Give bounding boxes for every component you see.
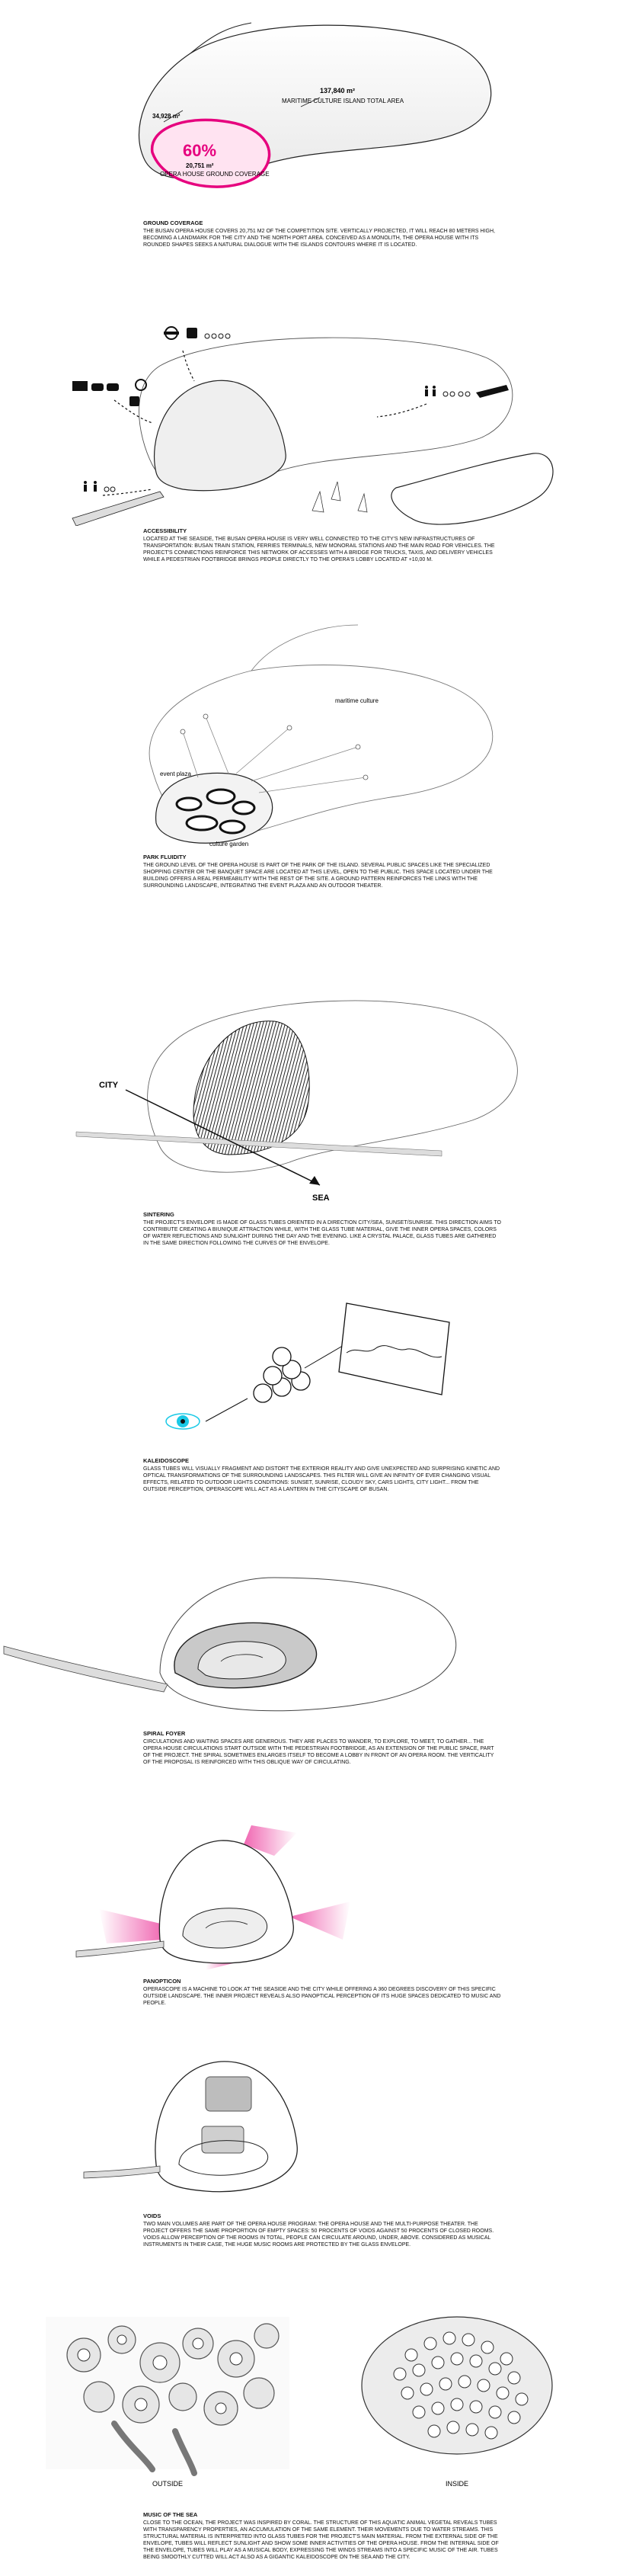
opera-room-volume (206, 2077, 251, 2111)
view-beam (99, 1909, 164, 1943)
label-outside: OUTSIDE (152, 2480, 184, 2488)
percent-value: 60% (183, 141, 217, 160)
caption-text: LOCATED AT THE SEASIDE, THE BUSAN OPERA HOUSE IS VERY WELL CONNECTED TO THE CITY'S NEW INFRASTRUCTURES OF TRANSPORTATION: BUSAN TRAIN STATION, FERRIES TERMINALS, NEW MONORAIL STATIONS AND THE MAIN ROAD FOR VEHICLES. THE PROJECT'S CONNECTIONS REINFORCE THIS NETWORK OF ACCESSES WITH A BRIDGE FOR TRUCKS, TAXIS, AND DELIVERY VEHICLES WHILE A PEDESTRIAN FOOTBRIDGE BRINGS PEOPLE DIRECTLY TO THE OPERA'S LOBBY LOCATED AT +10,00 M. (143, 537, 495, 562)
voids-diagram (0, 2035, 623, 2206)
caption-text: TWO MAIN VOLUMES ARE PART OF THE OPERA HOUSE PROGRAM: THE OPERA HOUSE AND THE MULTI-PURPOSE THEATER. THE PROJECT OFFERS THE SAME PROPORTION OF EMPTY SPACES: 50 PROCENTS OF VOIDS AGAINST 50 PROCENTS OF CLOSED ROOMS. VOIDS ALLOW PERCEPTION OF THE ROOMS IN TOTAL, PEOPLE CAN CIRCULATE AROUND, UNDER, ABOVE. CONSIDERED AS MUSICAL INSTRUMENTS IN THEIR CASE, THE HUGE MUSIC ROOMS ARE PROTECTED BY THE GLASS ENVELOPE. (143, 2222, 494, 2248)
park-fluidity-diagram (0, 594, 623, 850)
bicycle-icon (104, 487, 115, 492)
panel-sintering (0, 956, 623, 1277)
ground-coverage-diagram (0, 0, 623, 229)
kaleidoscope-diagram (0, 1280, 623, 1456)
label-sea: SEA (312, 1193, 330, 1200)
pier-outline (391, 453, 553, 524)
area-partial-value: 34,928 m² (152, 113, 181, 120)
caption-sintering (143, 1211, 501, 1247)
panel-music-of-the-sea (0, 2264, 623, 2576)
sailboat-icon (312, 482, 367, 512)
bus-icon (129, 396, 139, 406)
view-beam (289, 1902, 350, 1940)
coast-line (251, 625, 358, 671)
caption-ground-coverage (143, 219, 501, 248)
caption-title: ACCESSIBILITY (143, 527, 187, 534)
caption-title: VOIDS (143, 2212, 161, 2219)
footbridge-ramp (4, 1646, 168, 1692)
bus-icon (187, 328, 197, 338)
truck-icon (72, 381, 88, 391)
area-total-label: MARITIME CULTURE ISLAND TOTAL AREA (282, 98, 404, 104)
caption-text: CIRCULATIONS AND WAITING SPACES ARE GENEROUS. THEY ARE PLACES TO WANDER, TO EXPLORE, TO MEET, TO GATHER... THE OPERA HOUSE CIRCULATIONS START OUTSIDE WITH THE PEDESTRIAN FOOTBRIDGE, AS AN EXTENSION OF THE PUBLIC SPACE, PART OF THE PROJECT. THE SPIRAL SOMETIMES ENLARGES ITSELF TO BECOME A LOBBY IN FRONT OF AN OPERA ROOM. THE VERTICALITY OF THE PROPOSAL IS REINFORCED WITH THIS OBLIQUE WAY OF CIRCULATING. (143, 1739, 494, 1765)
metro-icon (164, 327, 179, 339)
area-opera-label: OPERA HOUSE GROUND COVERAGE (160, 171, 270, 178)
caption-title: PANOPTICON (143, 1978, 181, 1985)
caption-accessibility (143, 527, 501, 563)
panel-spiral-foyer (0, 1540, 623, 1802)
caption-panopticon (143, 1978, 501, 2007)
caption-title: KALEIDOSCOPE (143, 1457, 190, 1464)
car-icon (107, 383, 119, 391)
panopticon-diagram (0, 1810, 623, 1970)
panel-voids (0, 2035, 623, 2264)
label-culture-garden: culture garden (209, 841, 249, 847)
caption-title: SPIRAL FOYER (143, 1730, 186, 1737)
caption-title: PARK FLUIDITY (143, 854, 187, 860)
caption-title: GROUND COVERAGE (143, 219, 203, 226)
coral-inside-image (362, 2317, 552, 2454)
eye-icon (166, 1414, 200, 1429)
theater-volume (202, 2126, 244, 2153)
spiral-foyer-diagram (0, 1540, 623, 1722)
caption-spiral-foyer (143, 1730, 501, 1766)
panel-accessibility (0, 290, 623, 579)
caption-text: THE BUSAN OPERA HOUSE COVERS 20,751 M2 OF THE COMPETITION SITE. VERTICALLY PROJECTED, IT WILL REACH 80 METERS HIGH, BECOMING A LANDMARK FOR THE CITY AND THE NORTH PORT AREA. CONCEIVED AS A MONOLITH, THE OPERA HOUSE WITH ITS ROUNDED SHAPES SEEKS A NATURAL DIALOGUE WITH THE ISLANDS CONTOURS WHERE IT IS LOCATED. (143, 229, 495, 248)
coral-outside-image (46, 2317, 289, 2473)
pedestrian-icon (84, 481, 97, 492)
sintering-diagram (0, 956, 623, 1200)
panel-kaleidoscope (0, 1280, 623, 1540)
car-icon (91, 383, 104, 391)
caption-title: MUSIC OF THE SEA (143, 2511, 198, 2518)
label-inside: INSIDE (446, 2480, 469, 2488)
landscape-frame (339, 1303, 449, 1395)
panel-ground-coverage (0, 0, 623, 274)
caption-text: THE GROUND LEVEL OF THE OPERA HOUSE IS PART OF THE PARK OF THE ISLAND. SEVERAL PUBLIC SPACES LIKE THE SPECIALIZED SHOPPING CENTER OR THE BANQUET SPACE ARE LOCATED AT THIS LEVEL, OPEN TO THE PUBLIC. THIS SPACE LOCATED UNDER THE BUILDING OFFERS A REAL PERMEABILITY WITH THE REST OF THE SITE. A GROUND PATTERN REINFORCES THE LINKS WITH THE SURROUNDING LANDSCAPE, INTEGRATING THE EVENT PLAZA AND AN OUTDOOR THEATER. (143, 863, 493, 889)
label-event-plaza: event plaza (160, 771, 191, 777)
label-maritime-culture: maritime culture (335, 697, 379, 704)
bicycle-icon (205, 334, 230, 338)
glass-tubes-bundle (254, 1347, 310, 1402)
caption-text: GLASS TUBES WILL VISUALLY FRAGMENT AND DISTORT THE EXTERIOR REALITY AND GIVE UNEXPECTED AND SURPRISING KINETIC AND OPTICAL TRANSFORMATIONS OF THE SURROUNDING LANDSCAPES. THIS FILTER WILL GIVE AN INFINITY OF EVER CHANGING VISUAL EFFECTS, RELATED TO OUTDOOR LIGHTS CONDITIONS: SUNSET, SUNRISE, CLOUDY SKY, CARS LIGHTS, CITY LIGHT... FROM THE OUTSIDE PERCEPTION, OPERASCOPE WILL ACT AS A LANTERN IN THE CITYSCAPE OF BUSAN. (143, 1466, 500, 1492)
caption-park-fluidity (143, 854, 501, 889)
footbridge-ramp (84, 2166, 160, 2178)
caption-text: THE PROJECT'S ENVELOPE IS MADE OF GLASS TUBES ORIENTED IN A DIRECTION CITY/SEA, SUNSET/SUNRISE. THIS DIRECTION AIMS TO CONTRIBUTE CREATING A BIUNIQUE ATTRACTION WHILE, WITH THE GLASS TUBE MATERIAL, GIVE THE INNER OPERA SPACES, COLORS OF WATER REFLECTIONS AND SUNLIGHT DURING THE DAY AND THE EVENING. LIKE A CRYSTAL PALACE, GLASS TUBES ARE GATHERED IN THE SAME DIRECTION FOLLOWING THE CURVES OF THE ENVELOPE. (143, 1220, 501, 1246)
area-total-value: 137,840 m² (320, 87, 356, 95)
caption-text: OPERASCOPE IS A MACHINE TO LOOK AT THE SEASIDE AND THE CITY WHILE OFFERING A 360 DEGREES DISCOVERY OF THIS SPECIFIC OUTSIDE LANDSCAPE. THE INNER PROJECT REVEALS ALSO PANOPTICAL PERCEPTION OF ITS HUGE SPACES DEDICATED TO MUSIC AND PEOPLE. (143, 1987, 501, 2006)
accessibility-diagram (0, 290, 623, 526)
coral-images (0, 2264, 623, 2492)
caption-kaleidoscope (143, 1457, 501, 1493)
panel-panopticon (0, 1810, 623, 2027)
caption-voids (143, 2212, 501, 2248)
area-opera-value: 20,751 m² (186, 162, 214, 169)
label-city: CITY (99, 1081, 119, 1090)
panel-park-fluidity (0, 594, 623, 945)
caption-title: SINTERING (143, 1211, 174, 1218)
view-line (206, 1399, 248, 1421)
footbridge-ramp (76, 1941, 164, 1957)
footbridge (72, 492, 164, 526)
caption-music-of-the-sea (143, 2511, 501, 2561)
caption-text: CLOSE TO THE OCEAN, THE PROJECT WAS INSPIRED BY CORAL. THE STRUCTURE OF THIS AQUATIC ANIMAL VEGETAL REVEALS TUBES WITH TRANSPARENCY PROPERTIES, AN ACCUMULATION OF THE SAME ELEMENT. THEIR MOVEMENTS DUE TO WATER STREAMS. THIS STRUCTURAL MATERIAL IS INTERPRETED INTO GLASS TUBES FOR THE PROJECT'S MAIN MATERIAL. FROM THE EXTERNAL SIDE OF THE ENVELOPE, TUBES WILL REFLECT SUNLIGHT AND SHOW SOME INNER ACTIVITIES OF THE OPERA HOUSE. FROM THE INTERNAL SIDE OF THE ENVELOPE, TUBES WILL PLAY AS A MUSICAL BODY, EXPRESSING THE WINDS STREAMS INTO A SPECIFIC MUSIC OF THE AIR. TUBES BEING SMOOTHLY CUTTED WILL ACT ALSO AS A GIGANTIC KALEIDOSCOPE ON THE SEA AND THE CITY. (143, 2520, 499, 2560)
